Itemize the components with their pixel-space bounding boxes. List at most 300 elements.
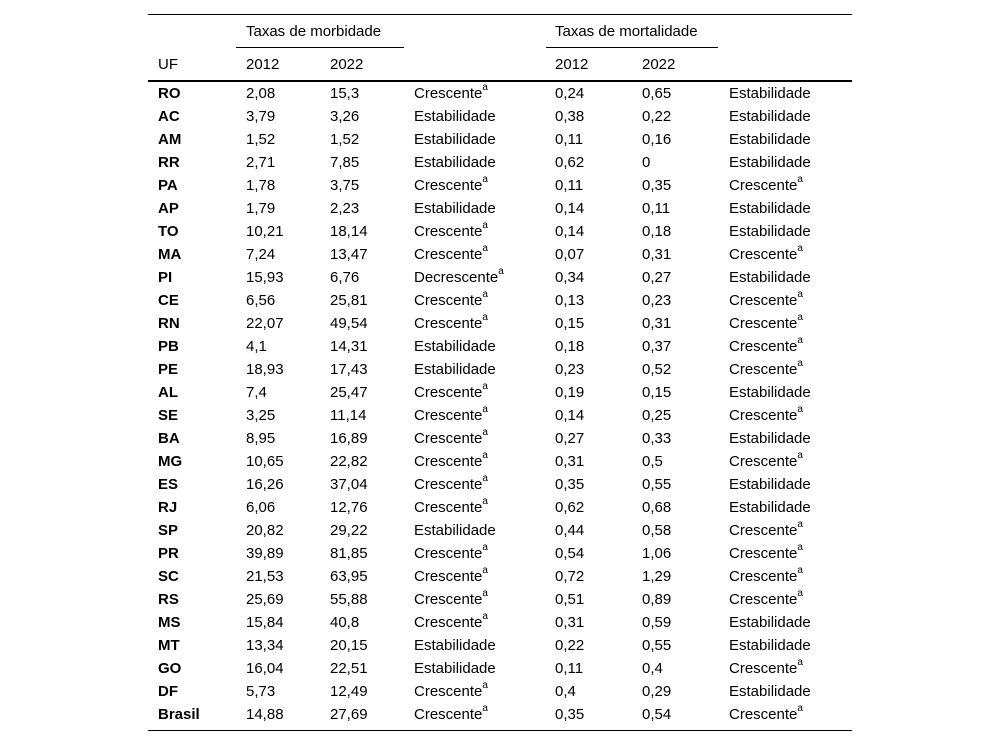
mortality-2012-cell xyxy=(555,128,583,151)
uf-cell-text: SP xyxy=(158,522,179,539)
morbidity-2012-cell-text: 2,71 xyxy=(246,154,276,171)
mortality-trend-cell-text: Estabilidade xyxy=(729,476,811,493)
morbidity-2022-cell-text: 29,22 xyxy=(330,522,368,539)
morbidity-trend-cell-text: Estabilidade xyxy=(414,154,496,171)
uf-cell xyxy=(158,680,178,703)
mortality-2012-cell-text: 0,11 xyxy=(555,131,584,148)
mortality-2022-cell-text: 0 xyxy=(642,154,651,171)
mortality-2012-cell-text: 0,35 xyxy=(555,706,585,723)
mortality-2022-cell xyxy=(642,312,671,335)
mortality-trend-cell-text: Crescente xyxy=(729,545,798,562)
mortality-trend-cell-text: Estabilidade xyxy=(729,85,811,102)
mortality-2022-cell-text: 0,52 xyxy=(642,361,672,378)
uf-cell-text: MG xyxy=(158,453,183,470)
morbidity-2022-cell-text: 22,51 xyxy=(330,660,368,677)
morbidity-2022-cell xyxy=(330,450,368,473)
morbidity-2022-cell xyxy=(330,703,368,726)
mortality-2022-cell-text: 0,11 xyxy=(642,200,671,217)
mortality-group-header: Taxas de mortalidade xyxy=(555,23,698,40)
footnote-marker: a xyxy=(482,404,488,415)
mortality-2022-cell xyxy=(642,128,671,151)
table-row xyxy=(148,358,852,381)
mortality-2022-cell xyxy=(642,496,671,519)
mortality-2012-cell-text: 0,62 xyxy=(555,154,585,171)
uf-cell-text: AC xyxy=(158,108,180,125)
morbidity-2012-cell xyxy=(246,657,284,680)
morbidity-2022-cell-text: 12,76 xyxy=(330,499,368,516)
footnote-marker: a xyxy=(482,312,488,323)
morbidity-trend-cell xyxy=(414,358,496,381)
mortality-2022-cell xyxy=(642,335,671,358)
mortality-2012-header: 2012 xyxy=(555,56,589,73)
uf-cell xyxy=(158,105,180,128)
morbidity-2012-cell xyxy=(246,105,275,128)
morbidity-2012-cell-text: 39,89 xyxy=(246,545,284,562)
uf-cell xyxy=(158,427,180,450)
morbidity-2022-cell-text: 1,52 xyxy=(330,131,360,148)
uf-column-header: UF xyxy=(158,56,178,73)
morbidity-2012-cell-text: 13,34 xyxy=(246,637,284,654)
mortality-2022-cell xyxy=(642,289,671,312)
mortality-2022-cell xyxy=(642,473,671,496)
mortality-2022-cell xyxy=(642,151,650,174)
mortality-trend-cell-text: Estabilidade xyxy=(729,131,811,148)
mortality-2012-cell xyxy=(555,266,584,289)
mortality-2012-cell xyxy=(555,82,584,105)
table-row xyxy=(148,82,852,105)
morbidity-2022-cell xyxy=(330,680,368,703)
morbidity-2012-cell-text: 18,93 xyxy=(246,361,284,378)
morbidity-trend-cell xyxy=(414,312,488,335)
mortality-2012-cell-text: 0,14 xyxy=(555,407,585,424)
mortality-2022-cell xyxy=(642,404,671,427)
morbidity-2012-cell-text: 15,84 xyxy=(246,614,284,631)
mortality-2012-cell xyxy=(555,588,584,611)
uf-cell-text: CE xyxy=(158,292,179,309)
morbidity-2022-cell xyxy=(330,358,368,381)
mortality-trend-cell xyxy=(729,289,803,312)
footnote-marker: a xyxy=(482,496,488,507)
mortality-2022-cell-text: 0,31 xyxy=(642,315,672,332)
morbidity-2022-cell xyxy=(330,174,359,197)
mortality-trend-cell-text: Crescente xyxy=(729,246,798,263)
uf-cell-text: MS xyxy=(158,614,181,631)
morbidity-2012-cell-text: 10,21 xyxy=(246,223,284,240)
uf-cell xyxy=(158,220,179,243)
morbidity-2012-cell-text: 2,08 xyxy=(246,85,276,102)
morbidity-trend-cell xyxy=(414,680,488,703)
uf-cell xyxy=(158,496,177,519)
mortality-2022-cell xyxy=(642,105,671,128)
mortality-trend-cell-text: Crescente xyxy=(729,522,798,539)
table-row xyxy=(148,174,852,197)
morbidity-2012-cell xyxy=(246,151,275,174)
mortality-2012-cell-text: 0,19 xyxy=(555,384,585,401)
mortality-2022-cell-text: 1,29 xyxy=(642,568,672,585)
morbidity-trend-cell-text: Crescente xyxy=(414,614,483,631)
mortality-2012-cell xyxy=(555,358,584,381)
mortality-2022-cell-text: 0,4 xyxy=(642,660,663,677)
morbidity-2022-cell-text: 14,31 xyxy=(330,338,368,355)
morbidity-2022-cell xyxy=(330,381,368,404)
morbidity-2012-cell xyxy=(246,381,267,404)
uf-cell-text: RO xyxy=(158,85,181,102)
mortality-trend-cell-text: Crescente xyxy=(729,315,798,332)
morbidity-trend-cell xyxy=(414,381,488,404)
morbidity-2012-header: 2012 xyxy=(246,56,280,73)
morbidity-trend-cell-text: Estabilidade xyxy=(414,361,496,378)
footnote-marker: a xyxy=(482,243,488,254)
morbidity-trend-cell-text: Crescente xyxy=(414,407,483,424)
morbidity-2012-cell xyxy=(246,128,275,151)
uf-cell-text: AP xyxy=(158,200,179,217)
mortality-2012-cell-text: 0,14 xyxy=(555,223,585,240)
mortality-2022-cell xyxy=(642,197,670,220)
mortality-trend-cell xyxy=(729,450,803,473)
mortality-2022-cell-text: 0,55 xyxy=(642,637,672,654)
table-row xyxy=(148,634,852,657)
mortality-trend-cell-text: Crescente xyxy=(729,591,798,608)
table-row xyxy=(148,496,852,519)
mortality-2022-cell-text: 0,25 xyxy=(642,407,672,424)
mortality-trend-cell xyxy=(729,82,811,105)
morbidity-trend-cell xyxy=(414,243,488,266)
mortality-2022-cell xyxy=(642,680,671,703)
mortality-2012-cell-text: 0,44 xyxy=(555,522,585,539)
mortality-2022-cell-text: 0,54 xyxy=(642,706,672,723)
table-row xyxy=(148,105,852,128)
mortality-2012-cell-text: 0,24 xyxy=(555,85,585,102)
footnote-marker: a xyxy=(482,381,488,392)
footnote-marker: a xyxy=(797,404,803,415)
mortality-trend-cell xyxy=(729,243,803,266)
mortality-2012-cell-text: 0,31 xyxy=(555,453,585,470)
morbidity-2022-cell xyxy=(330,266,359,289)
mortality-2022-cell-text: 0,68 xyxy=(642,499,672,516)
morbidity-2022-cell-text: 37,04 xyxy=(330,476,368,493)
table-row xyxy=(148,611,852,634)
morbidity-2012-cell xyxy=(246,220,284,243)
footnote-marker: a xyxy=(482,220,488,231)
footnote-marker: a xyxy=(797,519,803,530)
morbidity-2012-cell xyxy=(246,496,275,519)
morbidity-2012-cell-text: 7,4 xyxy=(246,384,267,401)
morbidity-2012-cell xyxy=(246,634,284,657)
morbidity-2012-cell xyxy=(246,289,275,312)
footnote-marker: a xyxy=(482,289,488,300)
mortality-2012-cell xyxy=(555,312,584,335)
footnote-marker: a xyxy=(498,266,504,277)
morbidity-trend-cell xyxy=(414,266,504,289)
morbidity-trend-cell-text: Crescente xyxy=(414,384,483,401)
mortality-2012-cell xyxy=(555,519,584,542)
morbidity-2012-cell-text: 1,78 xyxy=(246,177,276,194)
mortality-trend-cell-text: Crescente xyxy=(729,660,798,677)
footnote-marker: a xyxy=(482,542,488,553)
mortality-2012-cell-text: 0,18 xyxy=(555,338,585,355)
uf-cell-text: PA xyxy=(158,177,178,194)
morbidity-2022-cell xyxy=(330,657,368,680)
mortality-2012-cell xyxy=(555,703,584,726)
table-row xyxy=(148,197,852,220)
mortality-trend-cell-text: Estabilidade xyxy=(729,108,811,125)
morbidity-2022-cell-text: 16,89 xyxy=(330,430,368,447)
uf-cell xyxy=(158,657,181,680)
footnote-marker: a xyxy=(482,611,488,622)
morbidity-2022-cell xyxy=(330,519,368,542)
uf-cell xyxy=(158,335,179,358)
mortality-2022-cell-text: 0,59 xyxy=(642,614,672,631)
mortality-2022-cell-text: 0,37 xyxy=(642,338,672,355)
mortality-2012-cell xyxy=(555,105,584,128)
footnote-marker: a xyxy=(797,243,803,254)
mortality-2022-cell-text: 0,31 xyxy=(642,246,672,263)
uf-cell xyxy=(158,312,180,335)
uf-cell xyxy=(158,243,181,266)
mortality-2022-cell xyxy=(642,611,671,634)
morbidity-trend-cell xyxy=(414,611,488,634)
morbidity-2022-cell-text: 11,14 xyxy=(330,407,367,424)
uf-cell xyxy=(158,266,172,289)
uf-cell-text: SE xyxy=(158,407,179,424)
mortality-2022-cell xyxy=(642,243,671,266)
morbidity-2022-cell-text: 25,81 xyxy=(330,292,368,309)
mortality-trend-cell xyxy=(729,312,803,335)
mortality-trend-cell xyxy=(729,220,811,243)
morbidity-2012-cell-text: 5,73 xyxy=(246,683,276,700)
morbidity-2012-cell-text: 3,25 xyxy=(246,407,276,424)
footnote-marker: a xyxy=(482,427,488,438)
mortality-trend-cell-text: Estabilidade xyxy=(729,384,811,401)
morbidity-2012-cell xyxy=(246,404,275,427)
uf-cell xyxy=(158,151,180,174)
mortality-trend-cell xyxy=(729,611,811,634)
mortality-2012-cell xyxy=(555,220,584,243)
morbidity-2012-cell xyxy=(246,312,284,335)
morbidity-2022-cell xyxy=(330,473,368,496)
uf-cell-text: GO xyxy=(158,660,182,677)
mortality-trend-cell-text: Crescente xyxy=(729,706,798,723)
uf-cell-text: SC xyxy=(158,568,179,585)
morbidity-trend-cell-text: Estabilidade xyxy=(414,338,496,355)
morbidity-2012-cell-text: 14,88 xyxy=(246,706,284,723)
mortality-trend-cell xyxy=(729,174,803,197)
mortality-trend-cell-text: Crescente xyxy=(729,453,798,470)
morbidity-2012-cell-text: 10,65 xyxy=(246,453,284,470)
uf-cell xyxy=(158,473,178,496)
morbidity-2012-cell xyxy=(246,542,284,565)
uf-cell xyxy=(158,289,179,312)
mortality-trend-cell-text: Estabilidade xyxy=(729,637,811,654)
morbidity-2012-cell-text: 6,56 xyxy=(246,292,276,309)
table-row xyxy=(148,243,852,266)
morbidity-2022-cell xyxy=(330,105,359,128)
mortality-2022-cell xyxy=(642,82,671,105)
mortality-trend-cell-text: Estabilidade xyxy=(729,223,811,240)
uf-cell-text: DF xyxy=(158,683,178,700)
morbidity-2022-cell xyxy=(330,312,368,335)
morbidity-trend-cell xyxy=(414,565,488,588)
mortality-2012-cell xyxy=(555,611,584,634)
morbidity-2022-cell-text: 22,82 xyxy=(330,453,368,470)
mortality-2022-cell-text: 0,29 xyxy=(642,683,672,700)
morbidity-2022-cell-text: 2,23 xyxy=(330,200,360,217)
uf-cell xyxy=(158,404,178,427)
morbidity-2012-cell-text: 1,79 xyxy=(246,200,276,217)
mortality-2022-cell-text: 0,15 xyxy=(642,384,672,401)
mortality-trend-cell xyxy=(729,496,811,519)
uf-cell-text: RR xyxy=(158,154,180,171)
table-row xyxy=(148,657,852,680)
morbidity-trend-cell-text: Crescente xyxy=(414,430,483,447)
mortality-trend-cell xyxy=(729,266,811,289)
morbidity-trend-cell-text: Crescente xyxy=(414,591,483,608)
morbidity-trend-cell xyxy=(414,703,488,726)
uf-cell-text: PB xyxy=(158,338,179,355)
morbidity-2012-cell xyxy=(246,703,284,726)
table-row xyxy=(148,703,852,726)
uf-cell-text: PR xyxy=(158,545,179,562)
mortality-2022-cell-text: 0,33 xyxy=(642,430,672,447)
morbidity-trend-cell xyxy=(414,404,488,427)
mortality-2022-cell-text: 1,06 xyxy=(642,545,672,562)
morbidity-trend-cell xyxy=(414,634,496,657)
mortality-trend-cell-text: Crescente xyxy=(729,338,798,355)
morbidity-trend-cell-text: Crescente xyxy=(414,499,483,516)
morbidity-trend-cell xyxy=(414,450,488,473)
footnote-marker: a xyxy=(482,588,488,599)
morbidity-2012-cell xyxy=(246,197,275,220)
footnote-marker: a xyxy=(482,680,488,691)
morbidity-2022-cell xyxy=(330,634,368,657)
mortality-2012-cell-text: 0,27 xyxy=(555,430,585,447)
morbidity-trend-cell-text: Crescente xyxy=(414,85,483,102)
mortality-2022-cell xyxy=(642,588,671,611)
morbidity-trend-cell xyxy=(414,519,496,542)
table-body xyxy=(148,82,852,726)
morbidity-group-header: Taxas de morbidade xyxy=(246,23,382,40)
table-row xyxy=(148,289,852,312)
morbidity-2012-cell xyxy=(246,174,275,197)
mortality-2022-cell xyxy=(642,542,671,565)
morbidity-trend-cell xyxy=(414,151,496,174)
mortality-2012-cell xyxy=(555,404,584,427)
footnote-marker: a xyxy=(797,358,803,369)
morbidity-trend-cell-text: Estabilidade xyxy=(414,131,496,148)
morbidity-2012-cell-text: 1,52 xyxy=(246,131,276,148)
mortality-2022-cell xyxy=(642,634,671,657)
morbidity-2012-cell-text: 16,26 xyxy=(246,476,284,493)
mortality-2022-header: 2022 xyxy=(642,56,676,73)
morbidity-2022-cell xyxy=(330,565,368,588)
morbidity-2022-cell-text: 3,75 xyxy=(330,177,360,194)
morbidity-trend-cell xyxy=(414,335,496,358)
morbidity-2022-cell-text: 7,85 xyxy=(330,154,360,171)
mortality-2022-cell-text: 0,27 xyxy=(642,269,672,286)
mortality-trend-cell xyxy=(729,634,811,657)
uf-cell xyxy=(158,128,181,151)
mortality-2012-cell xyxy=(555,381,584,404)
morbidity-trend-cell xyxy=(414,82,488,105)
morbidity-group-rule xyxy=(236,47,404,48)
morbidity-2012-cell-text: 21,53 xyxy=(246,568,284,585)
morbidity-2012-cell-text: 4,1 xyxy=(246,338,267,355)
table-row xyxy=(148,151,852,174)
footnote-marker: a xyxy=(482,450,488,461)
table-row xyxy=(148,450,852,473)
mortality-trend-cell-text: Crescente xyxy=(729,361,798,378)
mortality-2012-cell-text: 0,35 xyxy=(555,476,585,493)
mortality-2012-cell xyxy=(555,335,584,358)
table-row xyxy=(148,519,852,542)
footnote-marker: a xyxy=(797,174,803,185)
morbidity-2012-cell-text: 3,79 xyxy=(246,108,276,125)
table-row xyxy=(148,542,852,565)
mortality-trend-cell xyxy=(729,404,803,427)
morbidity-2022-cell xyxy=(330,335,368,358)
mortality-2022-cell xyxy=(642,519,671,542)
mortality-group-rule xyxy=(546,47,718,48)
footnote-marker: a xyxy=(482,565,488,576)
morbidity-2012-cell-text: 6,06 xyxy=(246,499,276,516)
table-row xyxy=(148,565,852,588)
morbidity-trend-cell-text: Crescente xyxy=(414,177,483,194)
morbidity-2022-cell xyxy=(330,151,359,174)
table-row xyxy=(148,335,852,358)
uf-cell-text: RJ xyxy=(158,499,178,516)
mortality-2022-cell xyxy=(642,358,671,381)
table-row xyxy=(148,220,852,243)
mortality-2012-cell xyxy=(555,243,584,266)
mortality-2022-cell-text: 0,89 xyxy=(642,591,672,608)
uf-cell xyxy=(158,381,178,404)
morbidity-2022-cell xyxy=(330,496,368,519)
mortality-2012-cell xyxy=(555,197,584,220)
mortality-2022-cell xyxy=(642,450,663,473)
footnote-marker: a xyxy=(797,588,803,599)
mortality-2012-cell-text: 0,38 xyxy=(555,108,585,125)
table-row xyxy=(148,588,852,611)
mortality-trend-cell xyxy=(729,542,803,565)
mortality-2022-cell-text: 0,58 xyxy=(642,522,672,539)
uf-cell xyxy=(158,611,181,634)
morbidity-2012-cell xyxy=(246,611,284,634)
mortality-trend-cell xyxy=(729,335,803,358)
uf-cell xyxy=(158,197,179,220)
mortality-trend-cell xyxy=(729,519,803,542)
morbidity-2012-cell-text: 7,24 xyxy=(246,246,276,263)
mortality-2012-cell xyxy=(555,174,583,197)
mortality-trend-cell xyxy=(729,565,803,588)
mortality-trend-cell xyxy=(729,105,811,128)
mortality-2022-cell xyxy=(642,565,671,588)
morbidity-2022-cell-text: 6,76 xyxy=(330,269,360,286)
morbidity-2022-header: 2022 xyxy=(330,56,364,73)
morbidity-trend-cell-text: Crescente xyxy=(414,292,483,309)
mortality-2022-cell-text: 0,18 xyxy=(642,223,672,240)
morbidity-2022-cell xyxy=(330,542,368,565)
mortality-2012-cell-text: 0,4 xyxy=(555,683,576,700)
footnote-marker: a xyxy=(482,174,488,185)
mortality-trend-cell xyxy=(729,588,803,611)
morbidity-trend-cell-text: Crescente xyxy=(414,568,483,585)
mortality-2022-cell-text: 0,65 xyxy=(642,85,672,102)
morbidity-2012-cell-text: 20,82 xyxy=(246,522,284,539)
morbidity-2012-cell xyxy=(246,450,284,473)
mortality-2022-cell xyxy=(642,174,671,197)
morbidity-2012-cell xyxy=(246,680,275,703)
mortality-2022-cell xyxy=(642,657,663,680)
